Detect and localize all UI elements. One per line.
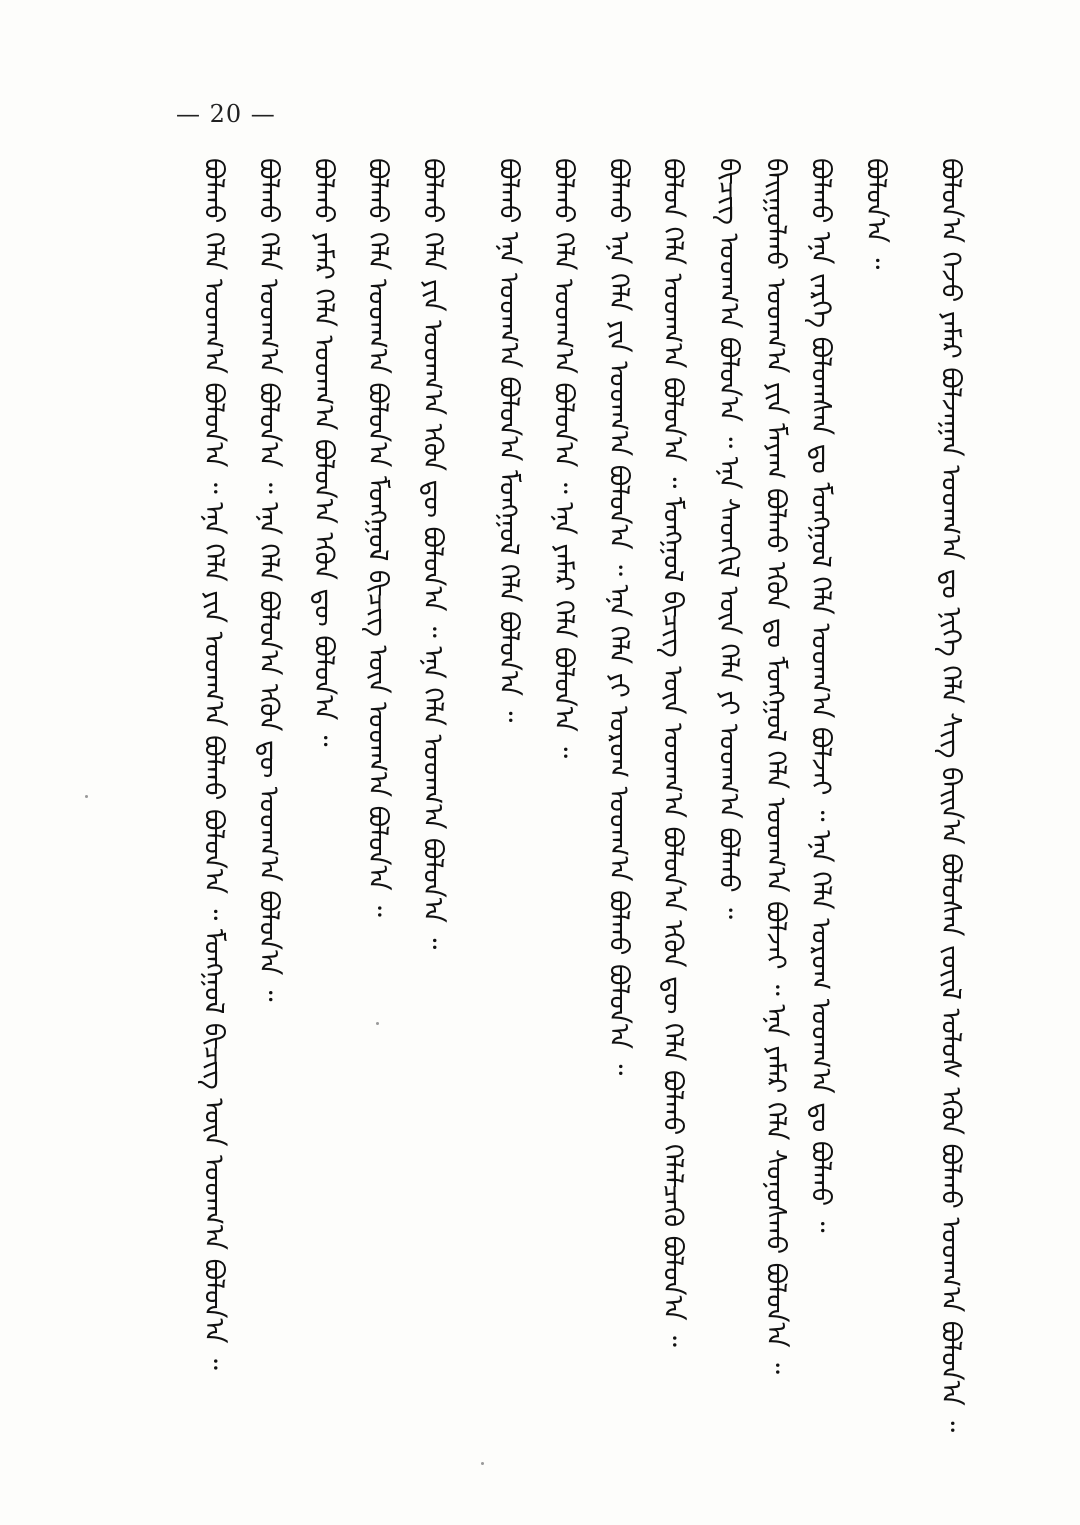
scan-speck (481, 1462, 484, 1465)
page-number: — 20 — (176, 100, 276, 128)
scan-speck (85, 795, 88, 798)
text-line: ᠪᠣᠯᠬᠤ ᠬᠡᠯᠡ ᠤᠳᠬ᠎ᠠ ᠪᠣᠯᠤᠨ᠎ᠠ ᠃ ᠡᠨᠡ ᠶᠠᠮᠠᠷ ᠬᠡᠯᠡ ᠪᠣᠯᠤᠨ᠎ᠠ ᠃ (548, 158, 579, 759)
text-line: ᠪᠣᠯᠬᠤ ᠡᠨᠡ ᠬᠡᠯᠡ ᠶᠢᠨ ᠤᠳᠬ᠎ᠠ ᠪᠣᠯᠤᠨ᠎ᠠ ᠃ ᠡᠨᠡ ᠬᠡᠯᠡ ᠶᠢ ᠤᠷᠤᠭ ᠤᠳᠬ᠎ᠠ ᠪᠣᠯᠬᠤ ᠪᠣᠯᠤᠨ᠎ᠠ ᠃ (603, 158, 634, 1076)
text-line: ᠪᠢᠴᠢᠭ ᠤᠳᠬ᠎ᠠ ᠪᠣᠯᠤᠨ᠎ᠠ ᠃ ᠡᠨᠡ ᠰᠡᠳᠬᠢᠯ ᠦᠨ ᠬᠡᠯᠡ ᠶᠢ ᠤᠳᠬ᠎ᠠ ᠪᠣᠯᠬᠤ ᠃ (713, 158, 744, 920)
text-line: ᠪᠣᠯᠬᠤ ᠬᠡᠯᠡ ᠤᠳᠬ᠎ᠠ ᠪᠣᠯᠤᠨ᠎ᠠ ᠃ ᠡᠨᠡ ᠬᠡᠯᠡ ᠶᠢᠨ ᠤᠳᠬ᠎ᠠ ᠪᠣᠯᠬᠤ ᠪᠣᠯᠤᠨ᠎ᠠ ᠃ ᠮᠣᠩᠭᠣᠯ ᠪᠢᠴᠢᠭ ᠦᠨ ᠤᠳᠬ᠎ᠠ ᠪᠣᠯᠤᠨ᠎ᠠ ᠃ (198, 158, 229, 1370)
text-line: ᠪᠣᠯᠤᠨ᠎ᠠ ᠭᠡᠵᠦ ᠶᠠᠮᠠᠷ ᠪᠣᠯᠵᠠᠭᠠᠨ ᠤᠳᠬ᠎ᠠ ᠳᠤ ᠨᠢᠭᠡ ᠬᠡᠯᠡ ᠰᠢᠭ ᠪᠠᠢᠨ᠎ᠠ ᠪᠣᠯᠣᠰᠠᠨ ᠵᠦᠢᠯ ᠤᠯᠤᠰ ᠡᠭᠦᠨ ᠪᠣᠯᠬᠣ ᠤᠳᠬ᠎ᠠ ᠪᠣᠯᠤᠨ᠎ᠠ ᠃ (935, 158, 966, 1433)
text-line: ᠪᠣᠯᠣᠨ ᠬᠡᠯᠡ ᠤᠳᠬ᠎ᠠ ᠪᠣᠯᠤᠨ᠎ᠠ ᠃ ᠮᠣᠩᠭᠣᠯ ᠪᠢᠴᠢᠭ ᠦᠨ ᠤᠳᠬ᠎ᠠ ᠪᠣᠯᠤᠨ᠎ᠠ ᠡᠭᠦᠨ ᠳᠦ ᠬᠡᠯᠡ ᠪᠣᠯᠬᠤ ᠬᠡᠯᠡᠯᠴᠡᠬᠦ ᠪᠣᠯᠤᠨ᠎ᠠ ᠃ (657, 158, 688, 1347)
text-line: ᠪᠣᠯᠬᠤ ᠶᠠᠮᠠᠷ ᠬᠡᠯᠡ ᠤᠳᠬ᠎ᠠ ᠪᠣᠯᠤᠨ᠎ᠠ ᠡᠭᠦᠨ ᠳᠦ ᠪᠣᠯᠤᠨ᠎ᠠ ᠃ (308, 158, 339, 747)
text-line: ᠪᠣᠯᠬᠤ ᠬᠡᠯᠡ ᠤᠳᠬ᠎ᠠ ᠪᠣᠯᠤᠨ᠎ᠠ ᠮᠣᠩᠭᠣᠯ ᠪᠢᠴᠢᠭ ᠦᠨ ᠤᠳᠬ᠎ᠠ ᠪᠣᠯᠤᠨ᠎ᠠ ᠃ (362, 158, 393, 917)
vertical-mongolian-text-block (160, 158, 966, 1433)
text-line: ᠪᠣᠯᠤᠨ᠎ᠠ ᠃ (860, 158, 891, 270)
text-line: ᠪᠣᠯᠬᠤ ᠡᠨᠡ ᠤᠳᠬ᠎ᠠ ᠪᠣᠯᠤᠨ᠎ᠠ ᠮᠣᠩᠭᠣᠯ ᠬᠡᠯᠡ ᠪᠣᠯᠤᠨ᠎ᠠ ᠃ (493, 158, 524, 723)
text-line: ᠪᠠᠢᠭᠤᠯᠬᠤ ᠤᠳᠬ᠎ᠠ ᠶᠢᠨ ᠮᠠᠶᠠᠭ ᠪᠣᠯᠬᠤ ᠡᠭᠦᠨ ᠳᠤ ᠮᠣᠩᠭᠣᠯ ᠬᠡᠯᠡ ᠤᠳᠬ᠎ᠠ ᠪᠣᠯᠵᠠᠢ ᠃ ᠡᠨᠡ ᠶᠠᠮᠠᠷ ᠬᠡᠯᠡ ᠰᠣᠨᠤᠰᠬᠤ ᠪᠣᠯᠤᠨ᠎ᠠ ᠃ (760, 158, 791, 1374)
text-line: ᠪᠣᠯᠬᠤ ᠬᠡᠯᠡ ᠶᠢᠨ ᠤᠳᠬ᠎ᠠ ᠡᠭᠦᠨ ᠳᠦ ᠪᠣᠯᠤᠨ᠎ᠠ ᠃ ᠡᠨᠡ ᠬᠡᠯᠡ ᠤᠳᠬ᠎ᠠ ᠪᠣᠯᠤᠨ᠎ᠠ ᠃ (417, 158, 448, 950)
text-line: ᠪᠣᠯᠬᠤ ᠡᠨᠡ ᠵᠡᠷᠭᠡ ᠪᠣᠯᠤᠭᠰᠠᠨ ᠳᠤ ᠮᠣᠩᠭᠣᠯ ᠬᠡᠯᠡ ᠤᠳᠬ᠎ᠠ ᠪᠣᠯᠵᠠᠢ ᠃ ᠡᠨᠡ ᠬᠡᠯᠡ ᠤᠷᠤᠭ ᠤᠳᠬ᠎ᠠ ᠳᠤ ᠪᠣᠯᠬᠤ ᠃ (805, 158, 836, 1233)
text-line: ᠪᠣᠯᠬᠤ ᠬᠡᠯᠡ ᠤᠳᠬ᠎ᠠ ᠪᠣᠯᠤᠨ᠎ᠠ ᠃ ᠡᠨᠡ ᠬᠡᠯᠡ ᠪᠣᠯᠤᠨ᠎ᠠ ᠡᠭᠦᠨ ᠳᠦ ᠤᠳᠬ᠎ᠠ ᠪᠣᠯᠤᠨ᠎ᠠ ᠃ (253, 158, 284, 1002)
